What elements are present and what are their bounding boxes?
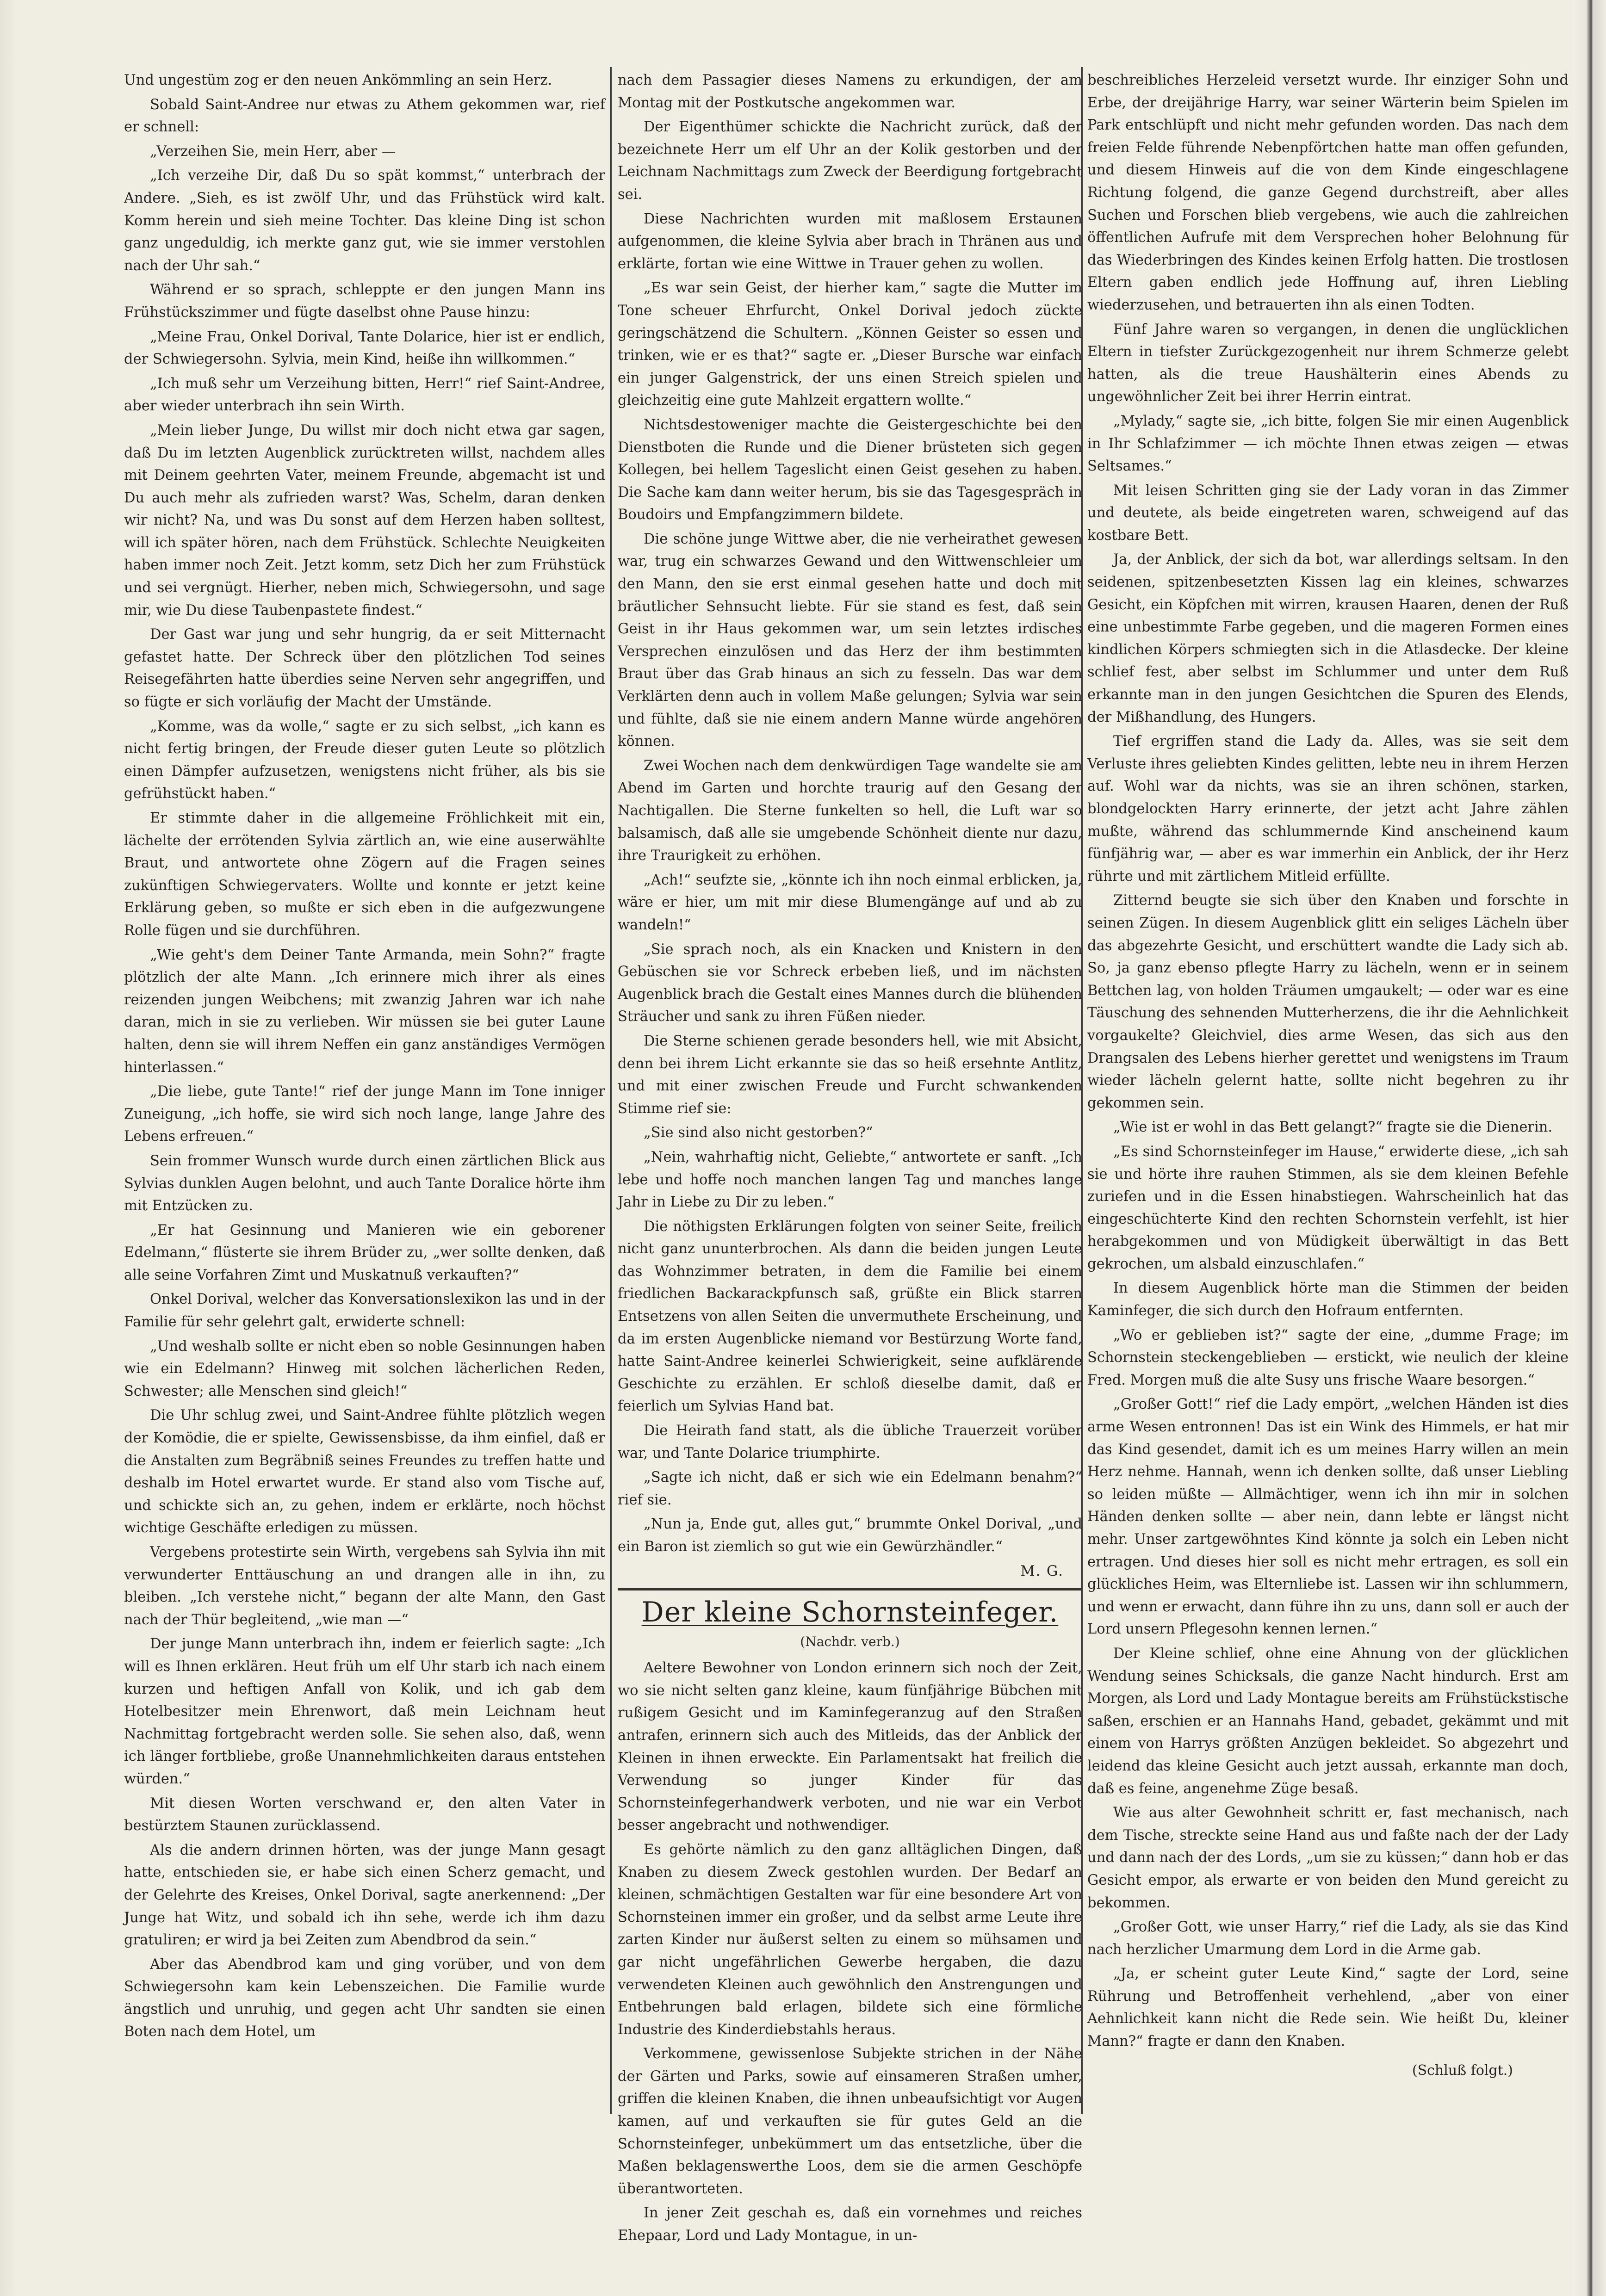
paragraph: Er stimmte daher in die allgemeine Fröhlichkeit mit ein, lächelte der errötenden Sylvia zärtlich an, wie eine auserwählte Braut, und antwortete ohne Zögern auf die Fragen seines zukünftigen Schwiegervaters. Wollte und konnte er jetzt keine Erklärung geben, so mußte er sich eben in die aufgezwungene Rolle fügen und sie durchführen. bbox=[124, 810, 605, 939]
paragraph: „Wie geht's dem Deiner Tante Armanda, mein Sohn?“ fragte plötzlich der alte Mann. „Ich erinnere mich ihrer als eines reizenden jungen Weibchens; mit zwanzig Jahren war ich nahe daran, mich in sie zu verlieben. Wir müssen sie bei guter Laune halten, denn sie will ihrem Neffen ein ganz anständiges Vermögen hinterlassen.“ bbox=[124, 947, 605, 1076]
paragraph: Vergebens protestirte sein Wirth, vergebens sah Sylvia ihn mit verwunderter Enttäuschung an und drangen alle in ihn, zu bleiben. „Ich verstehe nicht,“ begann der alte Mann, den Gast nach der Thür begleitend, „wie man —“ bbox=[124, 1544, 605, 1628]
paragraph: Verkommene, gewissenlose Subjekte strichen in der Nähe der Gärten und Parks, sowie auf einsameren Straßen umher, griffen die kleinen Knaben, die ihnen unbeaufsichtigt vor Augen kamen, auf und verkauften sie für gutes Geld an die Schornsteinfeger, unbekümmert um das entsetzliche, über die Maßen beklagenswerthe Loos, dem sie die armen Geschöpfe überantworteten. bbox=[618, 2046, 1082, 2197]
paragraph: Zitternd beugte sie sich über den Knaben und forschte in seinen Zügen. In diesem Augenblick glitt ein seliges Lächeln über das abgezehrte Gesicht, und erschüttert wandte die Lady sich ab. So, ja ganz ebenso pflegte Harry zu lächeln, wenn er in seinem Bettchen lag, von holden Träumen umgaukelt; — oder war es eine Täuschung des sehnenden Mutterherzens, die ihr die Aehnlichkeit vorgaukelte? Gleichviel, dies arme Wesen, das sich aus den Drangsalen des Lebens hierher gerettet und wenigstens im Traum wieder lächeln gelernt hatte, sollte nicht begehren zu ihr gekommen sein. bbox=[1087, 892, 1569, 1111]
paragraph: „Ach!“ seufzte sie, „könnte ich ihn noch einmal erblicken, ja, wäre er hier, um mit mir diese Blumengänge auf und ab zu wandeln!“ bbox=[618, 872, 1082, 933]
paragraph: nach dem Passagier dieses Namens zu erkundigen, der am Montag mit der Postkutsche angekommen war. bbox=[618, 72, 1082, 111]
paragraph: Fünf Jahre waren so vergangen, in denen die unglücklichen Eltern in tiefster Zurückgezogenheit nur ihrem Schmerze gelebt hatten, als die treue Haushälterin eines Abends zu ungewöhnlicher Zeit bei ihrer Herrin eintrat. bbox=[1087, 321, 1569, 405]
paragraph: Wie aus alter Gewohnheit schritt er, fast mechanisch, nach dem Tische, streckte seine Hand aus und faßte nach der der Lady und dann nach der des Lords, „um sie zu küssen;“ dann hob er das Gesicht empor, als erwarte er von beiden den Mund gereicht zu bekommen. bbox=[1087, 1805, 1569, 1911]
paragraph: Der Gast war jung und sehr hungrig, da er seit Mitternacht gefastet hatte. Der Schreck über den plötzlichen Tod seines Reisegefährten hatte überdies seine Nerven sehr angegriffen, und so fügte er sich vorläufig der Macht der Umstände. bbox=[124, 626, 605, 711]
paragraph: Die Heirath fand statt, als die übliche Trauerzeit vorüber war, und Tante Dolarice triumphirte. bbox=[618, 1423, 1082, 1461]
to-be-continued-note: (Schluß folgt.) bbox=[1412, 2062, 1513, 2079]
paragraph: Der junge Mann unterbrach ihn, indem er feierlich sagte: „Ich will es Ihnen erklären. Heut früh um elf Uhr starb ich nach einem kurzen und heftigen Anfall von Kolik, und ich gab dem Hotelbesitzer mein Ehrenwort, daß mein Leichnam heut Nachmittag fortgebracht werden solle. Sie sehen also, daß, wenn ich länger fortbliebe, große Unannehmlichkeiten daraus entstehen würden.“ bbox=[124, 1636, 605, 1787]
paragraph: Tief ergriffen stand die Lady da. Alles, was sie seit dem Verluste ihres geliebten Kindes gelitten, lebte neu in ihrem Herzen auf. Wohl war da nichts, was sie an ihren schönen, starken, blondgelockten Harry erinnerte, der jetzt acht Jahre zählen mußte, während das schlummernde Kind anscheinend kaum fünfjährig war, — aber es war immerhin ein Anblick, der ihr Herz rührte und mit zärtlichem Mitleid erfüllte. bbox=[1087, 733, 1569, 885]
story2-continuation bbox=[1087, 69, 1569, 2053]
column-rule bbox=[610, 67, 612, 2114]
paragraph: Ja, der Anblick, der sich da bot, war allerdings seltsam. In den seidenen, spitzenbesetzten Kissen lag ein kleines, schwarzes Gesicht, ein Köpfchen mit wirren, krausen Haaren, denen der Ruß eine unbestimmte Farbe gegeben, und die mageren Formen eines kindlichen Körpers schmiegten sich in die Atlasdecke. Der kleine schlief fest, aber selbst im Schlummer und unter dem Ruß erkannte man in den jungen Gesichtchen die Spuren des Elends, der Mißhandlung, des Hungers. bbox=[1087, 551, 1569, 725]
column-left bbox=[124, 69, 605, 2114]
paragraph: Die Uhr schlug zwei, und Saint-Andree fühlte plötzlich wegen der Komödie, die er spielte, Gewissensbisse, da ihm einfiel, daß er die Anstalten zum Begräbniß seines Freundes zu treffen hatte und deshalb im Hotel erwartet wurde. Er stand also vom Tische auf, und schickte sich an, zu gehen, indem er erklärte, noch höchst wichtige Geschäfte erledigen zu müssen. bbox=[124, 1407, 605, 1536]
paragraph: „Wie ist er wohl in das Bett gelangt?“ fragte sie die Dienerin. bbox=[1113, 1119, 1553, 1136]
paragraph: „Mein lieber Junge, Du willst mir doch nicht etwa gar sagen, daß Du im letzten Augenblick zurücktreten willst, nachdem alles mit Deinem geehrten Vater, meinem Freunde, abgemacht ist und Du auch mehr als zufrieden warst? Was, Schelm, daran denken wir nicht? Na, und was Du sonst auf dem Herzen haben solltest, will ich später hören, nach dem Frühstück. Schlechte Neuigkeiten haben immer noch Zeit. Jetzt komm, setz Dich her zum Frühstück und sei vergnügt. Hierher, neben mich, Schwiegersohn, und sage mir, wie Du diese Taubenpastete findest.“ bbox=[124, 422, 605, 619]
paragraph: „Sie sprach noch, als ein Knacken und Knistern in den Gebüschen sie vor Schreck erbeben ließ, und im nächsten Augenblick brach die Gestalt eines Mannes durch die blühenden Sträucher und sank zu ihren Füßen nieder. bbox=[618, 941, 1082, 1025]
paragraph: Onkel Dorival, welcher das Konversationslexikon las und in der Familie für sehr gelehrt galt, erwiderte schnell: bbox=[124, 1291, 605, 1331]
paragraph: Als die andern drinnen hörten, was der junge Mann gesagt hatte, entschieden sie, er habe sich einen Scherz gemacht, und der Gelehrte des Kreises, Onkel Dorival, sagte anerkennend: „Der Junge hat Witz, und sobald ich ihn sehe, werde ich ihm dazu gratuliren; er wird ja bei Zeiten zum Abendbrod da sein.“ bbox=[124, 1842, 605, 1949]
paragraph: „Sie sind also nicht gestorben?“ bbox=[644, 1125, 873, 1141]
paragraph: Sein frommer Wunsch wurde durch einen zärtlichen Blick aus Sylvias dunklen Augen belohnt, und auch Tante Doralice hörte ihm mit Entzücken zu. bbox=[124, 1152, 605, 1214]
paragraph: „Meine Frau, Onkel Dorival, Tante Dolarice, hier ist er endlich, der Schwiegersohn. Sylvia, mein Kind, heiße ihn willkommen.“ bbox=[124, 328, 605, 368]
story2-title: Der kleine Schornsteinfeger. bbox=[641, 1596, 1059, 1629]
column-right bbox=[1087, 69, 1569, 2114]
paragraph: „Großer Gott, wie unser Harry,“ rief die Lady, als sie das Kind nach herzlicher Umarmung dem Lord in die Arme gab. bbox=[1087, 1919, 1569, 1958]
paragraph: Die Sterne schienen gerade besonders hell, wie mit Absicht, denn bei ihrem Licht erkannte sie das so heiß ersehnte Antlitz, und mit einer zwischen Freude und Furcht schwankenden Stimme rief sie: bbox=[618, 1033, 1082, 1117]
paragraph: Es gehörte nämlich zu den ganz alltäglichen Dingen, daß Knaben zu diesem Zweck gestohlen wurden. Der Bedarf an kleinen, schmächtigen Gestalten war für eine besondere Art von Schornsteinen immer ein großer, und da selbst arme Leute ihre zarten Kinder nur äußerst selten zu einem so mühsamen und gar nicht ungefährlichen Gewerbe hergaben, die dazu verwendeten Kleinen auch gewöhnlich den Anstrengungen und Entbehrungen bald erlagen, bildete sich eine förmliche Industrie des Kinderdiebstahls heraus. bbox=[618, 1841, 1082, 2038]
story1-signature: M. G. bbox=[1020, 1563, 1064, 1579]
paragraph: „Nun ja, Ende gut, alles gut,“ brummte Onkel Dorival, „und ein Baron ist ziemlich so gut wie ein Gewürzhändler.“ bbox=[618, 1516, 1082, 1555]
paragraph: „Verzeihen Sie, mein Herr, aber — bbox=[150, 143, 396, 160]
paragraph: „Großer Gott!“ rief die Lady empört, „welchen Händen ist dies arme Wesen entronnen! Das ist ein Wink des Himmels, er hat mir das Kind gesendet, damit ich es um meines Harry willen an mein Herz nehme. Hannah, wenn ich denken sollte, daß unser Liebling so leiden müßte — Allmächtiger, wenn ich ihn mir in solchen Händen denken sollte — aber nein, dann lebte er längst nicht mehr. Unser zartgewöhntes Kind könnte ja solch ein Leben nicht ertragen. Und dieses hier soll es nicht mehr ertragen, es soll ein glückliches Heim, was Elternliebe ist. Lassen wir ihn schlummern, und wenn er erwacht, dann führe ihn zu uns, dann soll er auch der Lord unsern Pflegesohn kennen lernen.“ bbox=[1087, 1396, 1569, 1638]
paragraph: „Und weshalb sollte er nicht eben so noble Gesinnungen haben wie ein Edelmann? Hinweg mit solchen lächerlichen Reden, Schwester; alle Menschen sind gleich!“ bbox=[124, 1338, 605, 1399]
paragraph: In diesem Augenblick hörte man die Stimmen der beiden Kaminfeger, die sich durch den Hofraum entfernten. bbox=[1087, 1280, 1569, 1319]
paragraph: „Komme, was da wolle,“ sagte er zu sich selbst, „ich kann es nicht fertig bringen, der Freude dieser guten Leute so plötzlich einen Dämpfer aufzusetzen, wenigstens nicht früher, als bis sie gefrühstückt haben.“ bbox=[124, 718, 605, 802]
story1-ending bbox=[618, 69, 1082, 1559]
paragraph: beschreibliches Herzeleid versetzt wurde. Ihr einziger Sohn und Erbe, der dreijährige Harry, war seiner Wärterin beim Spielen im Park entschlüpft und nicht mehr gefunden worden. Das nach dem freien Felde führende Nebenpförtchen hatte man offen gefunden, und diesem Hinweis auf die von dem Kinde eingeschlagene Richtung folgend, die ganze Gegend durchstreift, aber alles Suchen und Forschen blieb vergebens, wie auch die zahlreichen öffentlichen Aufrufe mit dem Versprechen hoher Belohnung für das Wiederbringen des Kindes keinen Erfolg hatten. Die trostlosen Eltern gaben endlich jede Hoffnung auf, ihren Liebling wiederzusehen, und betrauerten ihn als einen Todten. bbox=[1087, 72, 1569, 313]
paragraph: Nichtsdestoweniger machte die Geistergeschichte bei den Dienstboten die Runde und die Diener brüsteten sich gegen Kollegen, bei hellem Tageslicht einen Geist gesehen zu haben. Die Sache kam dann weiter herum, bis sie das Tagesgespräch in Boudoirs und Empfangzimmern bildete. bbox=[618, 416, 1082, 523]
story2-reprint-note: (Nachdr. verb.) bbox=[800, 1634, 900, 1650]
paragraph: Der Eigenthümer schickte die Nachricht zurück, daß der bezeichnete Herr um elf Uhr an der Kolik gestorben und der Leichnam Nachmittags zum Zweck der Beerdigung fortgebracht sei. bbox=[618, 119, 1082, 203]
paragraph: „Mylady,“ sagte sie, „ich bitte, folgen Sie mir einen Augenblick in Ihr Schlafzimmer — ich möchte Ihnen etwas zeigen — etwas Seltsames.“ bbox=[1087, 413, 1569, 475]
story2-beginning bbox=[618, 1657, 1082, 2247]
paragraph: „Er hat Gesinnung und Manieren wie ein geborener Edelmann,“ flüsterte sie ihrem Brüder zu, „wer sollte denken, daß alle seine Vorfahren Zimt und Muskatnuß verkauften?“ bbox=[124, 1222, 605, 1283]
paragraph: Die schöne junge Wittwe aber, die nie verheirathet gewesen war, trug ein schwarzes Gewand und den Wittwenschleier um den Mann, den sie erst einmal gesehen hatte und doch mit bräutlicher Sehnsucht liebte. Für sie stand es fest, daß sein Geist in ihr Haus gekommen war, um sein letztes irdisches Versprechen einzulösen und das Herz der ihm bestimmten Braut über das Grab hinaus an sich zu fesseln. Das war dem Verklärten denn auch in vollem Maße gelungen; Sylvia war sein und fühlte, daß sie nie einem andern Manne würde angehören können. bbox=[618, 531, 1082, 750]
paragraph: Zwei Wochen nach dem denkwürdigen Tage wandelte sie am Abend im Garten und horchte traurig auf den Gesang der Nachtigallen. Die Sterne funkelten so hell, die Luft war so balsamisch, daß alle sie umgebende Schönheit diente nur dazu, ihre Traurigkeit zu erhöhen. bbox=[618, 757, 1082, 864]
paragraph: Mit diesen Worten verschwand er, den alten Vater in bestürztem Staunen zurücklassend. bbox=[124, 1795, 605, 1834]
paragraph: Die nöthigsten Erklärungen folgten von seiner Seite, freilich nicht ganz ununterbrochen. Als dann die beiden jungen Leute das Wohnzimmer betraten, in dem die Familie bei einem friedlichen Backarackpfunsch saß, grüßte ein Blick starren Entsetzens von allen Seiten die unvermuthete Erscheinung, und da im ersten Augenblicke niemand vor Bestürzung Worte fand, hatte Saint-Andree keinerlei Schwierigkeit, seine aufklärende Geschichte zu erzählen. Er schloß dieselbe damit, daß er feierlich um Sylvias Hand bat. bbox=[618, 1218, 1082, 1415]
paragraph: Während er so sprach, schleppte er den jungen Mann ins Frühstückszimmer und fügte daselbst ohne Pause hinzu: bbox=[124, 282, 605, 321]
paragraph: Der Kleine schlief, ohne eine Ahnung von der glücklichen Wendung seines Schicksals, die ganze Nacht hindurch. Erst am Morgen, als Lord und Lady Montague bereits am Frühstückstische saßen, erschien er an Hannahs Hand, gebadet, gekämmt und mit einem von Harrys größten Anzügen bekleidet. So abgezehrt und leidend das kleine Gesicht auch jetzt aussah, erkannte man doch, daß es feine, angenehme Züge besaß. bbox=[1087, 1645, 1569, 1797]
paragraph: „Sagte ich nicht, daß er sich wie ein Edelmann benahm?“ rief sie. bbox=[618, 1469, 1082, 1508]
paragraph: In jener Zeit geschah es, daß ein vornehmes und reiches Ehepaar, Lord und Lady Montague, in un- bbox=[618, 2205, 1082, 2244]
paragraph: „Die liebe, gute Tante!“ rief der junge Mann im Tone inniger Zuneigung, „ich hoffe, sie wird sich noch lange, lange Jahre des Lebens erfreuen.“ bbox=[124, 1083, 605, 1145]
column-middle bbox=[618, 69, 1082, 2244]
paragraph: „Ich verzeihe Dir, daß Du so spät kommst,“ unterbrach der Andere. „Sieh, es ist zwölf Uhr, und das Frühstück wird kalt. Komm herein und sieh meine Tochter. Das kleine Ding ist schon ganz ungeduldig, ich merkte ganz gut, wie sie immer verstohlen nach der Uhr sah.“ bbox=[124, 167, 605, 274]
paragraph: „Ich muß sehr um Verzeihung bitten, Herr!“ rief Saint-Andree, aber wieder unterbrach ihn sein Wirth. bbox=[124, 375, 605, 415]
paragraph: „Es sind Schornsteinfeger im Hause,“ erwiderte diese, „ich sah sie und hörte ihre rauhen Stimmen, als sie dem kleinen Befehle zuriefen und in die Essen hinabstiegen. Wahrscheinlich hat das eingeschüchterte Kind den rechten Schornstein verfehlt, ist hier herabgekommen und von Müdigkeit überwältigt in das Bett gekrochen, um alsbald einzuschlafen.“ bbox=[1087, 1143, 1569, 1272]
paragraph: Diese Nachrichten wurden mit maßlosem Erstaunen aufgenommen, die kleine Sylvia aber brach in Thränen aus und erklärte, fortan wie eine Wittwe in Trauer gehen zu wollen. bbox=[618, 210, 1082, 272]
section-divider bbox=[618, 1588, 1082, 1590]
paragraph: Und ungestüm zog er den neuen Ankömmling an sein Herz. bbox=[124, 72, 552, 88]
paragraph: Aber das Abendbrod kam und ging vorüber, und von dem Schwiegersohn kam kein Lebenszeichen. Die Familie wurde ängstlich und unruhig, und gegen acht Uhr sandten sie einen Boten nach dem Hotel, um bbox=[124, 1956, 605, 2040]
paragraph: Aeltere Bewohner von London erinnern sich noch der Zeit, wo sie nicht selten ganz kleine, kaum fünfjährige Bübchen mit rußigem Gesicht und im Kaminfegeranzug auf den Straßen antrafen, erinnern sich auch des Mitleids, das der Anblick der Kleinen in ihnen erweckte. Ein Parlamentsakt hat freilich die Verwendung so junger Kinder für das Schornsteinfegerhandwerk verboten, und nie war ein Verbot besser angebracht und nothwendiger. bbox=[618, 1660, 1082, 1834]
scan-edge-right bbox=[1573, 0, 1606, 2296]
scan-edge-left bbox=[0, 0, 17, 2296]
paragraph: „Wo er geblieben ist?“ sagte der eine, „dumme Frage; im Schornstein steckengeblieben — erstickt, wie neulich der kleine Fred. Morgen muß die alte Susy uns frische Waare besorgen.“ bbox=[1087, 1327, 1569, 1388]
paragraph: „Ja, er scheint guter Leute Kind,“ sagte der Lord, seine Rührung und Betroffenheit verhehlend, „aber von einer Aehnlichkeit kann nicht die Rede sein. Wie heißt Du, kleiner Mann?“ fragte er dann den Knaben. bbox=[1087, 1966, 1569, 2050]
paragraph: „Es war sein Geist, der hierher kam,“ sagte die Mutter im Tone scheuer Ehrfurcht, Onkel Dorival jedoch zückte geringschätzend die Schultern. „Können Geister so essen und trinken, wie er es that?“ sagte er. „Dieser Bursche war einfach ein junger Galgenstrick, der uns einen Streich spielen und gleichzeitig eine gute Mahlzeit ergattern wollte.“ bbox=[618, 280, 1082, 409]
paragraph: „Nein, wahrhaftig nicht, Geliebte,“ antwortete er sanft. „Ich lebe und hoffe noch manchen langen Tag und manches lange Jahr in Liebe zu Dir zu leben.“ bbox=[618, 1149, 1082, 1211]
paragraph: Sobald Saint-Andree nur etwas zu Athem gekommen war, rief er schnell: bbox=[124, 96, 605, 136]
paragraph: Mit leisen Schritten ging sie der Lady voran in das Zimmer und deutete, als beide eingetreten waren, schweigend auf das kostbare Bett. bbox=[1087, 482, 1569, 544]
